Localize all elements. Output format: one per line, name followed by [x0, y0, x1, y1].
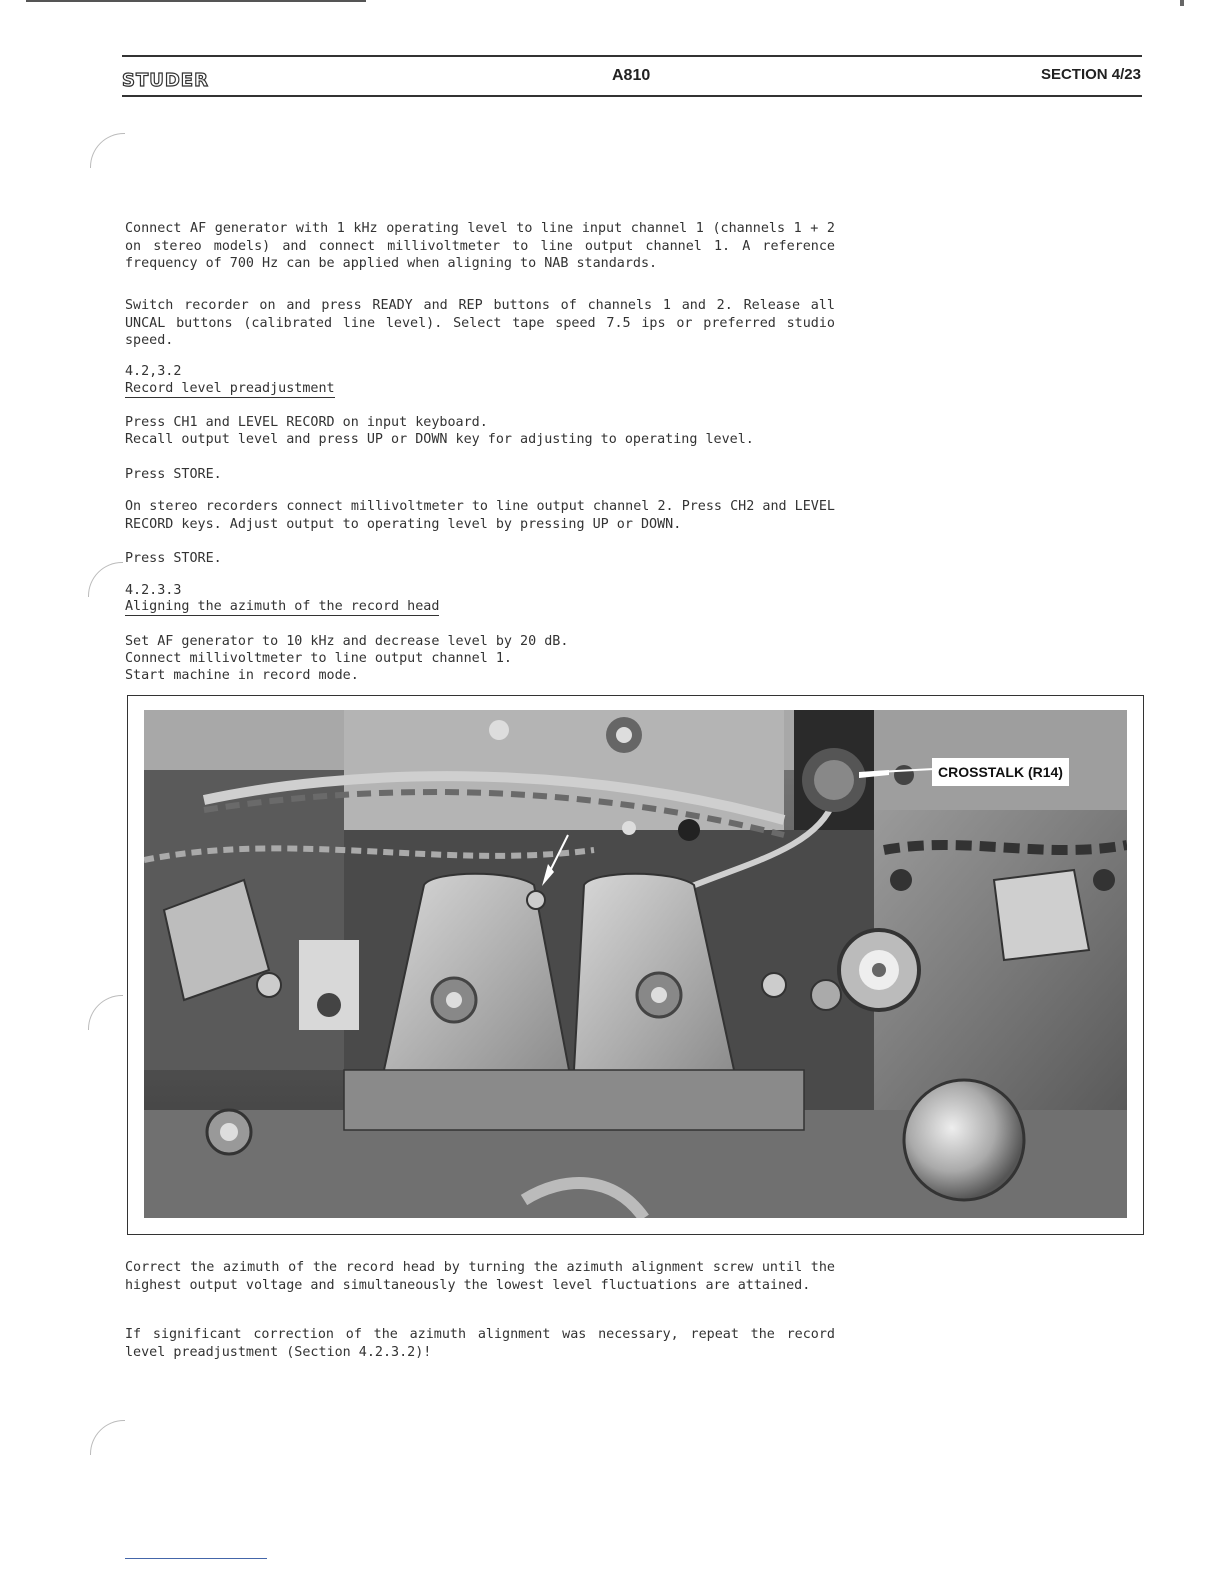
record-level-step-1: Press CH1 and LEVEL RECORD on input keyboard.: [125, 415, 488, 430]
azimuth-step-2: Connect millivoltmeter to line output channel 1.: [125, 651, 512, 666]
header-rule-top: [122, 55, 1142, 57]
stereo-store-line: Press STORE.: [125, 551, 222, 566]
studer-logo: STUDER: [122, 70, 209, 91]
record-level-step-3: Press STORE.: [125, 467, 222, 482]
margin-arc-mark: [88, 995, 123, 1030]
section-number-4-2-3-2: 4.2,3.2: [125, 364, 182, 379]
closing-paragraph-2: If significant correction of the azimuth alignment was necessary, repeat the record level preadjustment (Section 4.2.3.2)!: [125, 1327, 835, 1360]
margin-arc-mark: [88, 562, 123, 597]
margin-arc-mark: [90, 1420, 125, 1455]
margin-arc-mark: [90, 133, 125, 168]
section-label: SECTION 4/23: [1040, 66, 1141, 83]
stereo-paragraph: On stereo recorders connect millivoltmeter to line output channel 2. Press CH2 and LEVEL RECORD keys. Adjust output to operating level by pressing UP or DOWN.: [125, 499, 835, 532]
azimuth-step-1: Set AF generator to 10 kHz and decrease level by 20 dB.: [125, 634, 569, 649]
model-label: A810: [612, 67, 651, 84]
record-head-photo: [144, 710, 1127, 1218]
footnote-rule: [125, 1558, 267, 1559]
record-level-step-2: Recall output level and press UP or DOWN key for adjusting to operating level.: [125, 432, 754, 447]
section-title-record-level: Record level preadjustment: [125, 381, 335, 396]
azimuth-step-3: Start machine in record mode.: [125, 668, 359, 683]
section-title-azimuth: Aligning the azimuth of the record head: [125, 599, 440, 614]
section-number-4-2-3-3: 4.2.3.3: [125, 583, 182, 598]
closing-paragraph-1: Correct the azimuth of the record head by turning the azimuth alignment screw until the highest output voltage and simultaneously the lowest level fluctuations are attained.: [125, 1260, 835, 1293]
crosstalk-callout-label: CROSSTALK (R14): [932, 758, 1069, 786]
intro-paragraph-2: Switch recorder on and press READY and REP buttons of channels 1 and 2. Release all UNCAL buttons (calibrated line level). Select tape speed 7.5 ips or preferred studio speed.: [125, 298, 835, 348]
scan-corner-mark: [1180, 0, 1184, 6]
scan-top-line: [26, 0, 366, 2]
intro-paragraph-1: Connect AF generator with 1 kHz operating level to line input channel 1 (channels 1 + 2 on stereo models) and connect millivoltmeter to line output channel 1. A reference frequency of 700 Hz can be applied when aligning to NAB standards.: [125, 221, 835, 271]
header-rule-bottom: [122, 95, 1142, 97]
